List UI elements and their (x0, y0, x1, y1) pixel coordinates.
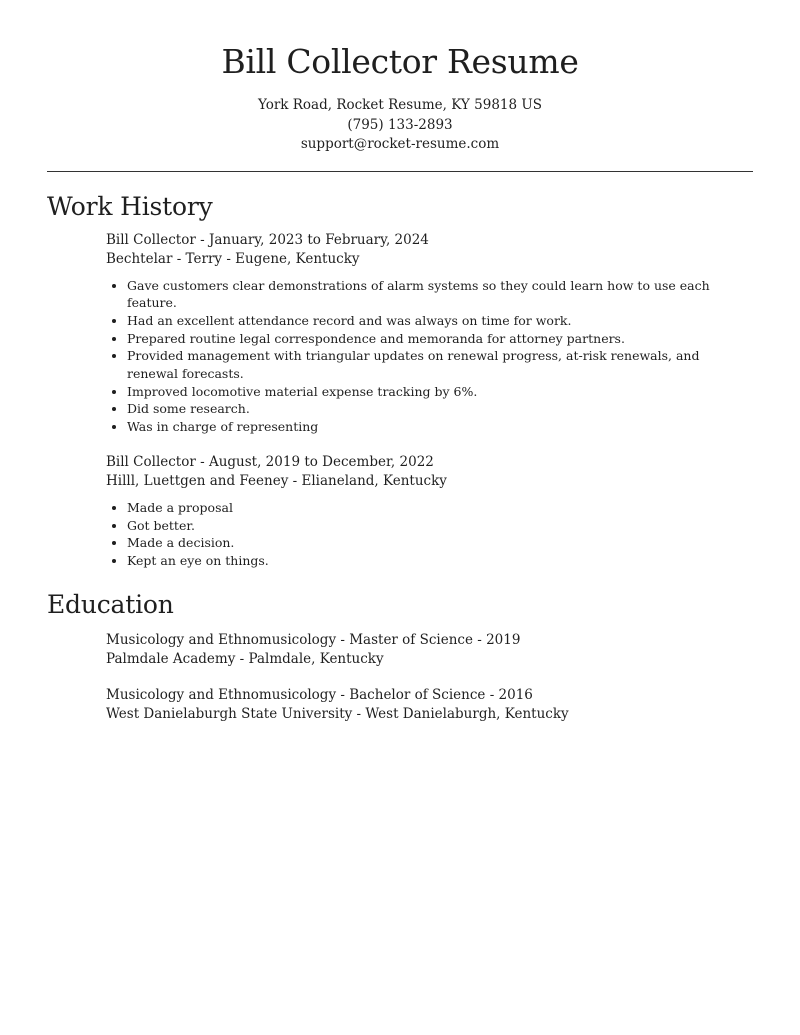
header-divider (47, 171, 753, 172)
job-role-line: Bill Collector - January, 2023 to February, 2024 (106, 231, 429, 248)
job-bullet-list (106, 499, 753, 570)
job-company-line: Hilll, Luettgen and Feeney - Elianeland, Kentucky (106, 473, 447, 490)
job-bullet-list (106, 277, 753, 436)
work-history-heading: Work History (47, 191, 213, 221)
job-company-line: Bechtelar - Terry - Eugene, Kentucky (106, 251, 360, 267)
education-school-line: West Danielaburgh State University - West Danielaburgh, Kentucky (106, 706, 569, 723)
job-entry (106, 231, 753, 436)
job-role-line: Bill Collector - August, 2019 to December, 2022 (106, 453, 434, 470)
resume-title: Bill Collector Resume (221, 42, 579, 81)
resume-header (47, 0, 753, 155)
job-bullet: • Gave customers clear demonstrations of alarm systems so they could learn how to use each feature. (127, 277, 753, 312)
education-section (47, 589, 753, 725)
education-heading: Education (47, 589, 174, 619)
contact-address: York Road, Rocket Resume, KY 59818 US (257, 97, 543, 113)
job-bullet: • Was in charge of representing (127, 418, 753, 436)
job-bullet: • Kept an eye on things. (127, 552, 753, 570)
job-bullet: • Got better. (127, 517, 753, 535)
job-bullet: • Made a proposal (127, 499, 753, 517)
job-bullet: • Improved locomotive material expense tracking by 6%. (127, 383, 753, 401)
job-bullet: • Made a decision. (127, 534, 753, 552)
education-entry (106, 631, 753, 670)
job-bullet: • Had an excellent attendance record and was always on time for work. (127, 312, 753, 330)
contact-block (47, 96, 753, 155)
contact-email: support@rocket-resume.com (300, 136, 500, 152)
job-bullet: • Prepared routine legal correspondence and memoranda for attorney partners. (127, 330, 753, 348)
job-bullet: • Did some research. (127, 400, 753, 418)
education-school-line: Palmdale Academy - Palmdale, Kentucky (106, 651, 384, 668)
job-entry (106, 453, 753, 570)
education-entry (106, 686, 753, 725)
education-degree-line: Musicology and Ethnomusicology - Bachelor of Science - 2016 (106, 686, 533, 703)
work-history-section (47, 191, 753, 570)
education-degree-line: Musicology and Ethnomusicology - Master of Science - 2019 (106, 631, 521, 648)
contact-phone: (795) 133-2893 (347, 116, 453, 133)
job-bullet: • Provided management with triangular updates on renewal progress, at-risk renewals, and renewal forecasts. (127, 347, 753, 382)
